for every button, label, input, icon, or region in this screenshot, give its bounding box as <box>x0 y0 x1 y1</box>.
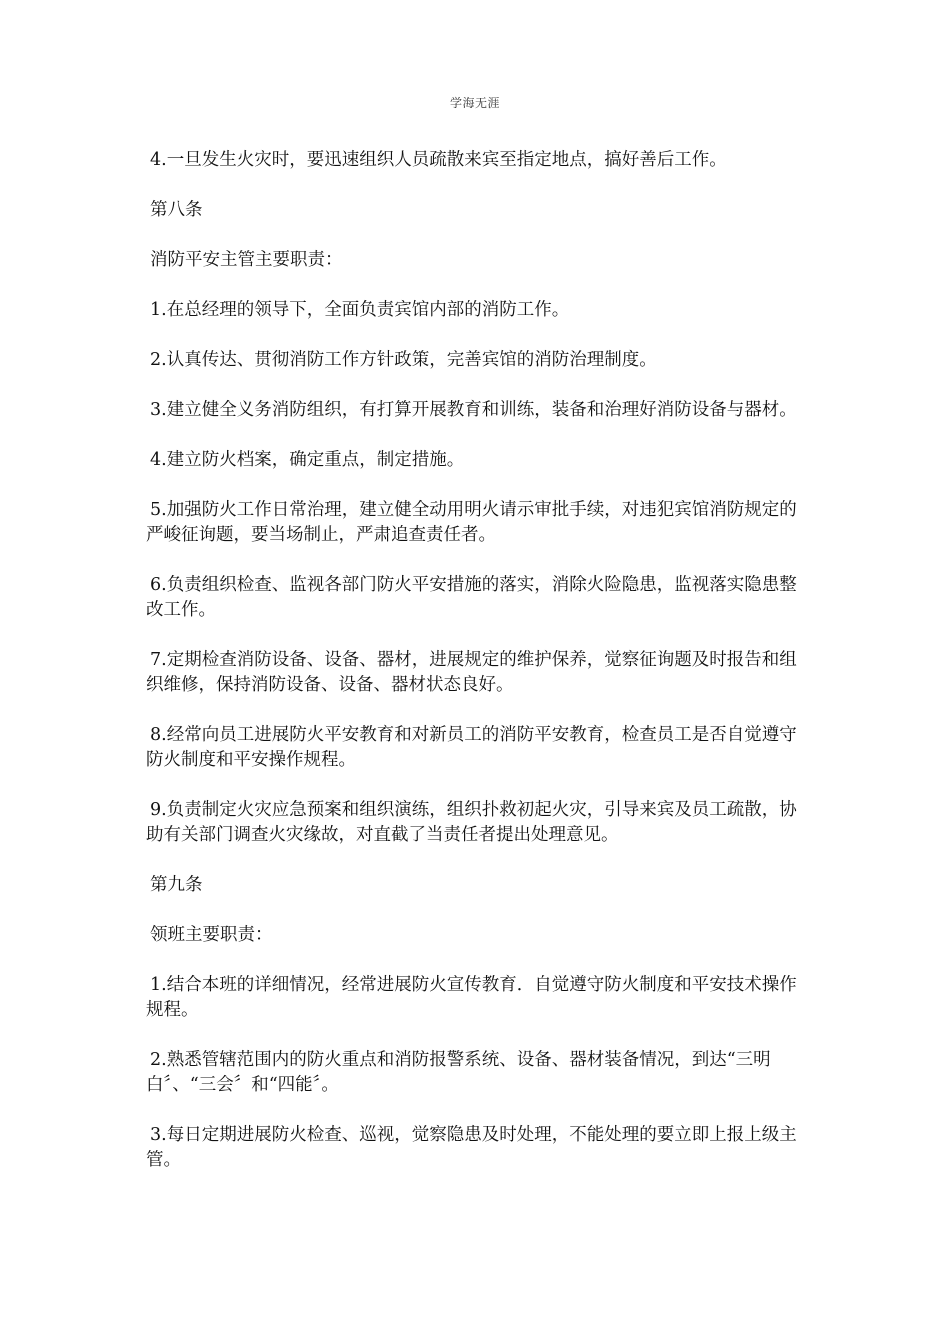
paragraph: 3.每日定期进展防火检查、巡视，觉察隐患及时处理，不能处理的要立即上报上级主管。 <box>146 1125 797 1170</box>
paragraph: 4.建立防火档案，确定重点，制定措施。 <box>150 450 465 470</box>
article-heading: 第八条 <box>150 200 203 220</box>
paragraph: 9.负责制定火灾应急预案和组织演练，组织扑救初起火灾，引导来宾及员工疏散，协助有关部门调查火灾缘故，对直截了当责任者提出处理意见。 <box>146 800 797 845</box>
section-heading: 领班主要职责： <box>150 925 273 945</box>
document-body <box>146 148 806 1198</box>
paragraph: 8.经常向员工进展防火平安教育和对新员工的消防平安教育，检查员工是否自觉遵守防火制度和平安操作规程。 <box>146 725 797 770</box>
paragraph: 2.熟悉管辖范围内的防火重点和消防报警系统、设备、器材装备情况，到达“三明白〞、“三会〞和“四能〞。 <box>146 1050 771 1095</box>
page-header: 学海无涯 <box>449 96 500 110</box>
paragraph: 4.一旦发生火灾时，要迅速组织人员疏散来宾至指定地点，搞好善后工作。 <box>150 150 727 170</box>
paragraph: 1.在总经理的领导下，全面负责宾馆内部的消防工作。 <box>150 300 570 320</box>
paragraph: 7.定期检查消防设备、设备、器材，进展规定的维护保养，觉察征询题及时报告和组织维修，保持消防设备、设备、器材状态良好。 <box>146 650 797 695</box>
paragraph: 2.认真传达、贯彻消防工作方针政策，完善宾馆的消防治理制度。 <box>150 350 657 370</box>
paragraph: 3.建立健全义务消防组织，有打算开展教育和训练，装备和治理好消防设备与器材。 <box>150 400 797 420</box>
paragraph: 5.加强防火工作日常治理，建立健全动用明火请示审批手续，对违犯宾馆消防规定的严峻征询题，要当场制止，严肃追查责任者。 <box>146 500 797 545</box>
paragraph: 1.结合本班的详细情况，经常进展防火宣传教育．自觉遵守防火制度和平安技术操作规程。 <box>146 975 797 1020</box>
article-heading: 第九条 <box>150 875 203 895</box>
paragraph: 6.负责组织检查、监视各部门防火平安措施的落实，消除火险隐患，监视落实隐患整改工作。 <box>146 575 797 620</box>
section-heading: 消防平安主管主要职责： <box>150 250 343 270</box>
